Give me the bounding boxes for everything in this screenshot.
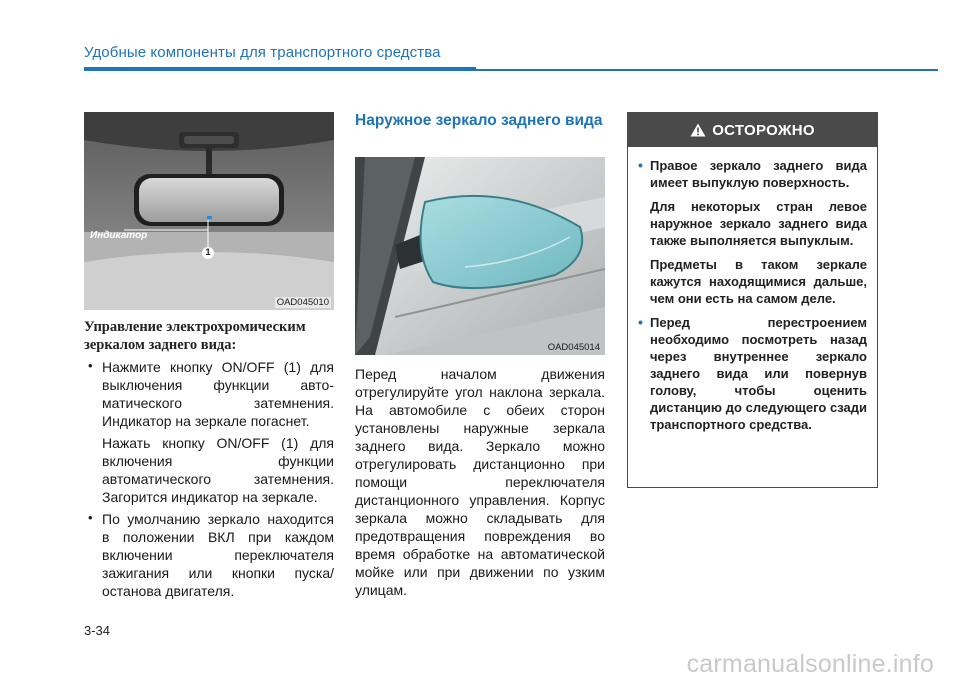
interior-mirror-illustration [84,112,334,310]
ecm-instructions-list [84,358,334,600]
paragraph: Предметы в таком зеркале кажутся находящимися дальше, чем они есть на самом деле. [650,257,867,306]
list-item [84,510,334,600]
middle-column [355,112,605,129]
list-item [84,358,334,506]
indicator-callout-number: 1 [205,247,211,257]
warning-header [628,113,877,147]
outside-mirror-paragraph: Перед началом движения отрегулируйте угол наклона зеркала. На автомобиле с обеих сторон установлены наружные зеркала заднего вида. Зеркало можно отрегулировать дистанционно при помощи переключателя дистанционного управления. Корпус зеркала можно складывать для предотвращения повреждения во время обработке на автоматической мойке или при движении по узким улицам. [355,366,605,598]
figure-code-interior: OAD045010 [276,297,329,308]
warning-title: ОСТОРОЖНО [712,121,815,139]
warning-triangle-icon [690,123,706,137]
warning-box [627,112,878,488]
outside-mirror-illustration [355,157,605,355]
paragraph: • Перед перестроением необходимо посмотреть назад через внутреннее зеркало заднего вида или повернув голову, чтобы оценить дистанцию до следующего сзади транспортного средства. [650,315,867,432]
paragraph: Нажать кнопку ON/OFF (1) для включения функции автоматического затемнения. Загорится индикатор на зеркале. [102,435,334,505]
header-rule-thin [476,69,938,71]
paragraph: • По умолчанию зеркало находится в положении ВКЛ при каждом включении переключателя зажигания или кнопки пуска/останова двигателя. [102,511,334,599]
header-rule-thick [84,67,476,71]
watermark: carmanualsonline.info [686,650,934,678]
interior-mirror-figure [84,112,334,310]
outside-mirror-title: Наружное зеркало заднего вида [355,112,603,129]
indicator-callout-label: Индикатор [90,230,148,241]
warning-list [638,157,867,433]
section-header-title: Удобные компоненты для транспортного средства [84,44,441,61]
list-item [638,157,867,307]
figure-code-outside: OAD045014 [547,342,600,353]
paragraph: • Нажмите кнопку ON/OFF (1) для выключения функции авто-матического затемнения. Индикатор на зеркале погаснет. [102,359,334,429]
middle-text [355,365,605,599]
list-item [638,314,867,433]
paragraph: • Правое зеркало заднего вида имеет выпуклую поверхность. [650,158,867,190]
page-number: 3-34 [84,623,111,638]
outside-mirror-figure [355,157,605,355]
paragraph: Для некоторых стран левое наружное зеркало заднего вида также выполняется выпуклым. [650,199,867,248]
left-column [84,318,334,604]
ecm-heading: Управление электрохромическим зеркалом заднего вида: [84,319,306,353]
warning-body [628,147,877,433]
